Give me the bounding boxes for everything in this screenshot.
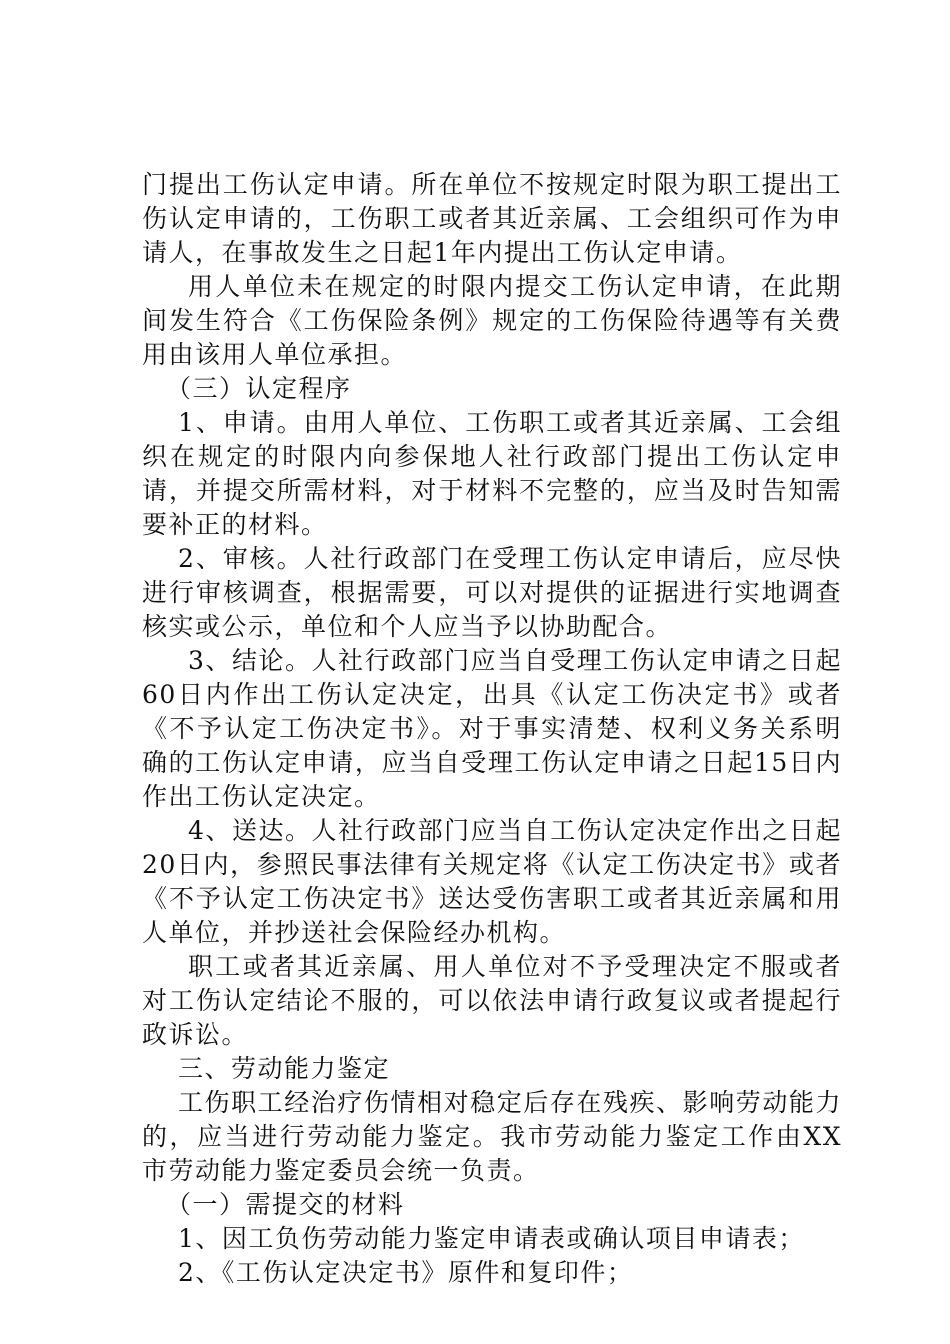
paragraph-employer-liability: 用人单位未在规定的时限内提交工伤认定申请，在此期间发生符合《工伤保险条例》规定的工伤保险待遇等有关费用由该用人单位承担。 xyxy=(142,272,842,369)
paragraph-step-application: 1、申请。由用人单位、工伤职工或者其近亲属、工会组织在规定的时限内向参保地人社行政部门提出工伤认定申请，并提交所需材料，对于材料不完整的，应当及时告知需要补正的材料。 xyxy=(142,408,842,539)
section-heading-procedure: （三）认定程序 xyxy=(166,374,352,403)
paragraph-appeal: 职工或者其近亲属、用人单位对不予受理决定不服或者对工伤认定结论不服的，可以依法申请行政复议或者提起行政诉讼。 xyxy=(142,952,842,1049)
section-heading-materials: （一）需提交的材料 xyxy=(166,1190,405,1219)
list-item-material-1: 1、因工负伤劳动能力鉴定申请表或确认项目申请表； xyxy=(178,1224,805,1253)
paragraph-step-review: 2、审核。人社行政部门在受理工伤认定申请后，应尽快进行审核调查，根据需要，可以对提供的证据进行实地调查核实或公示，单位和个人应当予以协助配合。 xyxy=(142,544,842,641)
paragraph-work-injury-deadline: 门提出工伤认定申请。所在单位不按规定时限为职工提出工伤认定申请的，工伤职工或者其近亲属、工会组织可作为申请人，在事故发生之日起1年内提出工伤认定申请。 xyxy=(142,170,842,267)
paragraph-capacity-assessment: 工伤职工经治疗伤情相对稳定后存在残疾、影响劳动能力的，应当进行劳动能力鉴定。我市劳动能力鉴定工作由XX市劳动能力鉴定委员会统一负责。 xyxy=(142,1088,842,1185)
section-heading-capacity-assessment: 三、劳动能力鉴定 xyxy=(178,1054,391,1083)
list-item-material-2: 2、《工伤认定决定书》原件和复印件； xyxy=(178,1258,634,1287)
paragraph-step-delivery: 4、送达。人社行政部门应当自工伤认定决定作出之日起20日内，参照民事法律有关规定将《认定工伤决定书》或者《不予认定工伤决定书》送达受伤害职工或者其近亲属和用人单位，并抄送社会保险经办机构。 xyxy=(142,816,842,947)
paragraph-step-conclusion: 3、结论。人社行政部门应当自受理工伤认定申请之日起60日内作出工伤认定决定，出具《认定工伤决定书》或者《不予认定工伤决定书》。对于事实清楚、权利义务关系明确的工伤认定申请，应当自受理工伤认定申请之日起15日内作出工伤认定决定。 xyxy=(142,646,842,811)
document-body xyxy=(142,168,842,1290)
